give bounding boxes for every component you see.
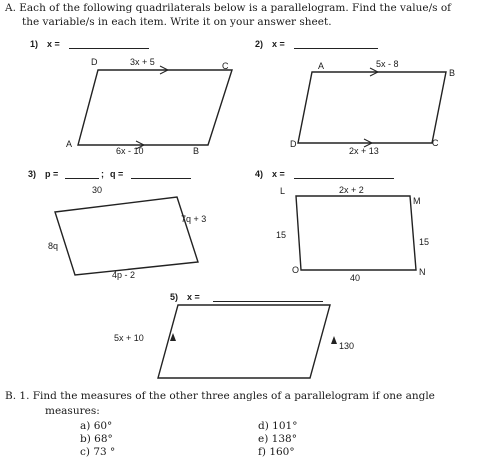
fig3-right-expression: 7q + 3 bbox=[181, 214, 207, 224]
item-5-answer-blank[interactable] bbox=[213, 301, 323, 302]
fig3-top-value: 30 bbox=[92, 185, 103, 195]
fig3-left-expression: 8q bbox=[48, 241, 59, 251]
section-b-option-e: e) 138° bbox=[258, 433, 297, 445]
fig4-left-value: 15 bbox=[276, 230, 287, 240]
fig2-vertex-d: D bbox=[290, 139, 297, 149]
fig2-vertex-a: A bbox=[318, 61, 325, 71]
fig4-vertex-n: N bbox=[419, 267, 426, 277]
fig5-angle-marker-right bbox=[331, 336, 337, 344]
section-b-option-a: a) 60° bbox=[80, 420, 113, 432]
fig3-bottom-expression: 4p - 2 bbox=[112, 270, 136, 280]
section-b-option-d: d) 101° bbox=[258, 420, 298, 432]
fig2-vertex-b: B bbox=[449, 68, 456, 78]
item-4-variable: x = bbox=[272, 169, 285, 179]
fig5-left-expression: 5x + 10 bbox=[114, 333, 144, 343]
fig1-top-expression: 3x + 5 bbox=[130, 57, 155, 67]
item-3-variable-p: p = bbox=[45, 169, 59, 179]
item-2-number: 2) bbox=[255, 39, 264, 49]
fig2-bottom-expression: 2x + 13 bbox=[349, 146, 379, 156]
fig4-vertex-l: L bbox=[280, 186, 286, 196]
fig2-vertex-c: C bbox=[432, 138, 439, 148]
fig1-bottom-expression: 6x - 10 bbox=[116, 146, 144, 156]
item-4-number: 4) bbox=[255, 169, 264, 179]
fig5-angle-marker-left bbox=[170, 333, 176, 341]
item-5-number: 5) bbox=[170, 292, 179, 302]
fig4-bottom-value: 40 bbox=[350, 273, 361, 283]
section-a-instruction-line1: A. Each of the following quadrilaterals below is a parallelogram. Find the value/s of bbox=[5, 2, 452, 14]
section-b-option-b: b) 68° bbox=[80, 433, 113, 445]
item-1-number: 1) bbox=[30, 39, 39, 49]
fig4-vertex-o: O bbox=[292, 265, 300, 275]
item-3-variable-q: q = bbox=[110, 169, 124, 179]
fig1-parallelogram bbox=[78, 70, 232, 145]
section-b-option-f: f) 160° bbox=[258, 446, 295, 458]
fig4-right-value: 15 bbox=[419, 237, 430, 247]
fig5-parallelogram bbox=[158, 305, 330, 378]
fig3-parallelogram bbox=[55, 197, 198, 275]
fig5-right-value: 130 bbox=[339, 341, 355, 351]
item-1-variable: x = bbox=[47, 39, 60, 49]
fig1-vertex-b: B bbox=[193, 146, 200, 156]
item-3-q-answer-blank[interactable] bbox=[131, 178, 191, 179]
section-b-question-line1: B. 1. Find the measures of the other three angles of a parallelogram if one angle bbox=[5, 390, 435, 402]
item-3-p-answer-blank[interactable] bbox=[65, 178, 99, 179]
section-b-question-line2: measures: bbox=[45, 405, 100, 417]
fig4-vertex-m: M bbox=[413, 196, 421, 206]
item-4-answer-blank[interactable] bbox=[294, 178, 394, 179]
section-b-option-c: c) 73 ° bbox=[80, 446, 116, 458]
item-2-variable: x = bbox=[272, 39, 285, 49]
section-a-instruction-line2: the variable/s in each item. Write it on your answer sheet. bbox=[22, 16, 332, 28]
item-3-separator: ; bbox=[101, 169, 104, 179]
fig1-vertex-d: D bbox=[91, 57, 98, 67]
item-5-variable: x = bbox=[187, 292, 200, 302]
fig2-parallelogram bbox=[298, 72, 446, 143]
fig4-parallelogram bbox=[296, 196, 416, 270]
fig1-vertex-c: C bbox=[222, 61, 229, 71]
fig1-vertex-a: A bbox=[66, 139, 73, 149]
fig4-top-expression: 2x + 2 bbox=[339, 185, 364, 195]
fig2-top-expression: 5x - 8 bbox=[376, 59, 399, 69]
item-3-number: 3) bbox=[28, 169, 37, 179]
